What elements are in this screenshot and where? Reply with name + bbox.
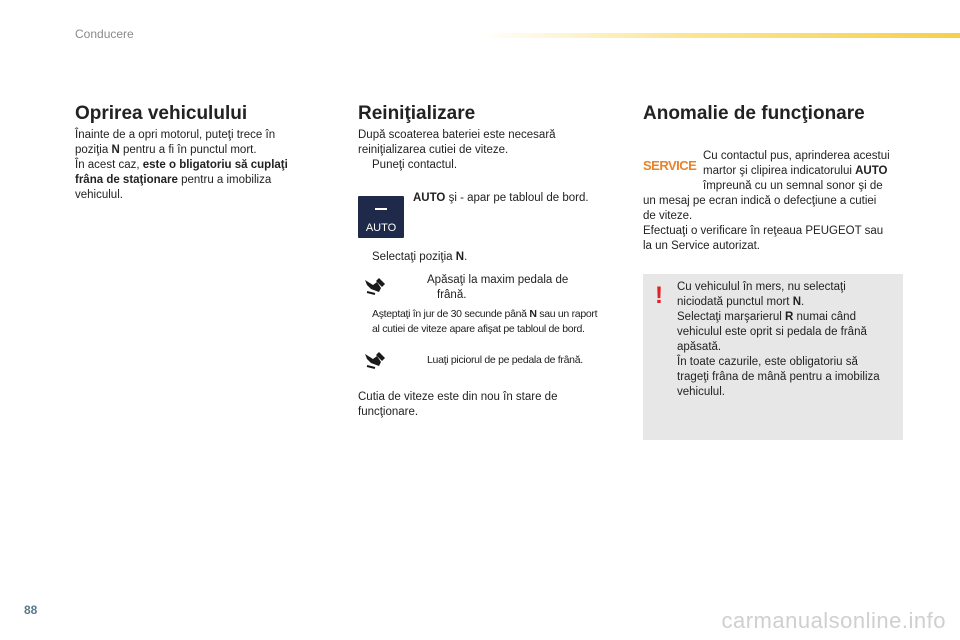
step-text: Selectaţi poziţia [372,251,456,263]
col2-line: reiniţializarea cutiei de viteze. [358,144,509,156]
heading-oprirea: Oprirea vehiculului [75,103,248,124]
watermark: carmanualsonline.info [721,608,946,633]
col2-line: funcţionare. [358,406,419,418]
step-text: Luaţi piciorul de pe pedala de frână. [427,354,583,366]
col3-body [643,194,913,254]
warning-exclamation-icon: ! [655,282,663,309]
step-wait [358,307,628,337]
step-text: al cutiei de viteze apare afişat pe tabloul de bord. [372,323,585,335]
col1-text: pentru a imobiliza [177,174,272,186]
auto-indicator-label: AUTO [365,222,397,234]
col3-line: de viteze. [643,210,693,222]
warning-line: vehiculul. [677,386,725,398]
col3-line: împreună cu un semnal sonor şi de [703,180,883,192]
gear-n: N [792,296,802,308]
warning-line: Cu vehiculul în mers, nu selectaţi [677,281,846,293]
gear-n: N [529,308,537,320]
dash-mark [375,208,387,210]
col2-line: Cutia de viteze este din nou în stare de [358,391,558,403]
col1-emphasis: frâna de staţionare [75,174,178,186]
col1-emphasis: este o bligatoriu să cuplaţi [142,159,288,171]
auto-text [413,191,623,206]
warning-text-part: numai când [793,311,856,323]
col1-line: vehiculul. [75,189,123,201]
gear-n: N [111,144,120,156]
warning-line: apăsată. [677,341,722,353]
col2-outro [358,390,608,420]
warning-text [677,280,899,400]
col3-indent [703,149,913,194]
gear-n: N [455,251,465,263]
col1-text: În acest caz, [75,159,143,171]
col3-line: la un Service autorizat. [643,240,760,252]
col1-text: poziţia [75,144,112,156]
col3-line: Efectuaţi o verificare în reţeaua PEUGEOT sau [643,225,884,237]
step-press-brake [413,273,613,303]
foot-on-pedal-icon [363,276,387,296]
section-header: Conducere [75,27,134,41]
heading-reinitializare: Reiniţializare [358,103,476,124]
step-select-n [358,250,608,265]
page-number: 88 [24,603,38,617]
service-warning-icon: SERVICE [643,158,697,173]
step-text: Aşteptaţi în jur de 30 secunde până [372,308,530,320]
warning-line: trageţi frâna de mână pentru a imobiliza [677,371,880,383]
step-contact: Puneţi contactul. [372,159,458,171]
auto-desc: apar pe tabloul de bord. [467,192,589,204]
foot-off-pedal-icon [363,350,387,370]
col3-line: un mesaj pe ecran indică o defecţiune a cutiei [643,195,877,207]
step-text: frână. [437,289,467,301]
auto-sep: şi - [445,192,468,204]
heading-anomalie: Anomalie de funcţionare [643,103,865,124]
auto-word: AUTO [855,165,888,177]
warning-line: vehiculul este oprit si pedala de frână [677,326,867,338]
col1-body [75,128,320,203]
warning-text-part: Selectaţi marşarierul [677,311,786,323]
auto-word: AUTO [413,192,446,204]
col1-line: Înainte de a opri motorul, puteţi trece în [75,129,276,141]
step-release-brake [413,353,628,368]
step-text: Apăsaţi la maxim pedala de [427,274,569,286]
col2-intro [358,128,608,173]
auto-indicator-icon [358,196,404,238]
col3-line: Cu contactul pus, aprinderea acestui [703,150,890,162]
warning-text-part: niciodată punctul mort [677,296,793,308]
header-accent-bar [480,33,960,38]
col2-line: După scoaterea bateriei este necesară [358,129,556,141]
gear-r: R [785,311,794,323]
col1-text: pentru a fi în punctul mort. [119,144,257,156]
warning-line: În toate cazurile, este obligatoriu să [677,356,858,368]
step-text: sau un raport [536,308,598,320]
col3-text: martor şi clipirea indicatorului [703,165,856,177]
step-text: . [464,251,468,263]
warning-text-part: . [801,296,805,308]
